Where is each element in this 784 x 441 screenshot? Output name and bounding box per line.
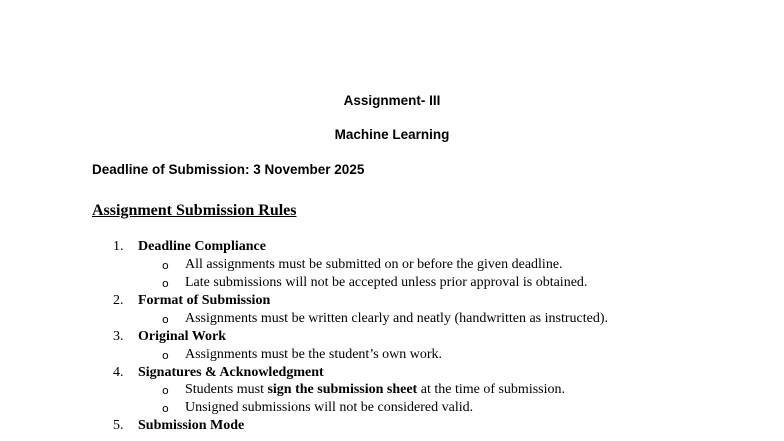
bullet-icon: o (162, 259, 169, 272)
bullet-icon: o (162, 277, 169, 290)
rule-point-text: Late submissions will not be accepted unless prior approval is obtained. (185, 275, 588, 290)
rule-title: Signatures & Acknowledgment (138, 365, 324, 380)
rule-point (0, 275, 784, 293)
rule-title: Submission Mode (138, 418, 245, 433)
bullet-icon: o (162, 402, 169, 415)
rule-point (0, 257, 784, 275)
rule-point-text (185, 382, 565, 398)
rule-point (0, 347, 784, 365)
assignment-title: Assignment- III (343, 93, 441, 108)
rule-title: Format of Submission (138, 293, 271, 308)
rule-point-text: All assignments must be submitted on or before the given deadline. (185, 257, 563, 272)
rule-point-text-pre: Students must (185, 382, 268, 397)
rule-point-text-emphasis: sign the submission sheet (267, 382, 418, 397)
rule-number: 2. (113, 293, 124, 308)
subject-title: Machine Learning (334, 127, 450, 142)
rule-number: 4. (113, 365, 124, 380)
rule-point-text: Unsigned submissions will not be considered valid. (185, 400, 474, 415)
rule-point-text: Assignments must be written clearly and neatly (handwritten as instructed). (185, 311, 609, 326)
rule-number: 3. (113, 329, 124, 344)
rules-heading: Assignment Submission Rules (92, 202, 297, 219)
rule-item (0, 239, 784, 257)
deadline-line: Deadline of Submission: 3 November 2025 (92, 162, 365, 177)
rule-item (0, 418, 784, 436)
rule-point-text: Assignments must be the student’s own work. (185, 347, 443, 362)
rule-item (0, 365, 784, 383)
bullet-icon: o (162, 384, 169, 397)
rule-title: Deadline Compliance (138, 239, 266, 254)
rule-title: Original Work (138, 329, 227, 344)
rule-number: 1. (113, 239, 124, 254)
rule-number: 5. (113, 418, 124, 433)
rule-point (0, 400, 784, 418)
rule-point (0, 311, 784, 329)
rule-point-text-post: at the time of submission. (417, 382, 565, 397)
bullet-icon: o (162, 313, 169, 326)
rule-item (0, 293, 784, 311)
rule-item (0, 329, 784, 347)
rule-point (0, 382, 784, 400)
bullet-icon: o (162, 349, 169, 362)
